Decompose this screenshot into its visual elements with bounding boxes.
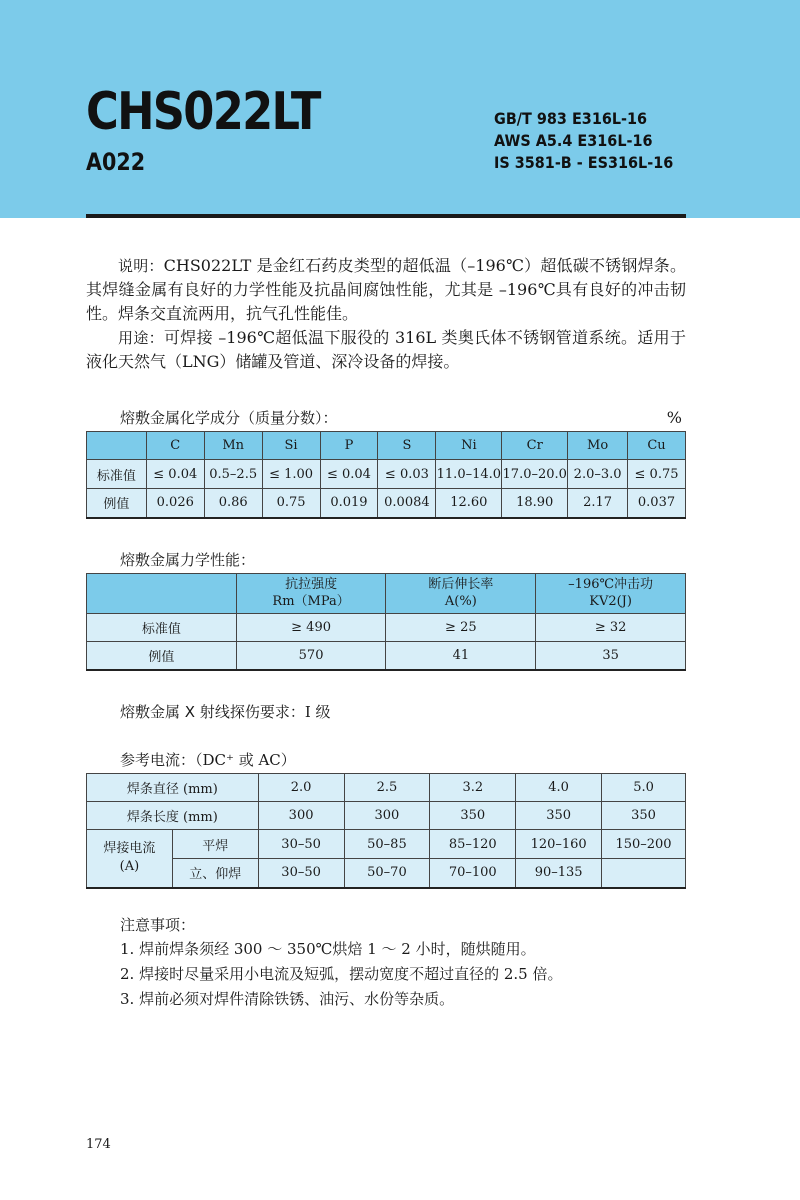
mechanical-header-corner <box>87 573 237 613</box>
chemical-unit: % <box>666 408 682 427</box>
header-line: 抗拉强度 <box>285 577 338 592</box>
chemical-cell: ≤ 0.75 <box>628 460 686 489</box>
chemical-cell: 18.90 <box>502 489 568 518</box>
current-cell: 85–120 <box>430 830 516 859</box>
standard-gb: GB/T 983 E316L-16 <box>494 109 648 128</box>
current-cell: 5.0 <box>602 774 686 802</box>
chemical-header-cell: S <box>378 432 436 460</box>
current-cell: 50–70 <box>344 859 430 888</box>
current-cell: 350 <box>602 802 686 830</box>
mechanical-row-example <box>87 641 686 670</box>
mechanical-cell: 570 <box>236 641 386 670</box>
standard-is: IS 3581-B - ES316L-16 <box>494 153 674 172</box>
header-line: Rm（MPa） <box>272 594 350 609</box>
xray-title: 熔敷金属 X 射线探伤要求： <box>120 703 305 721</box>
chemical-cell: 例值 <box>87 489 147 518</box>
current-cell: 3.2 <box>430 774 516 802</box>
mechanical-cell: ≥ 32 <box>536 613 686 641</box>
current-label-line: 焊接电流 <box>103 841 156 857</box>
current-cell: 30–50 <box>258 830 344 859</box>
chemical-cell: 17.0–20.0 <box>502 460 568 489</box>
chemical-header-cell: Cu <box>628 432 686 460</box>
current-row-label: 焊条直径 (mm) <box>87 774 259 802</box>
chemical-header-cell: C <box>146 432 204 460</box>
chemical-cell: 0.037 <box>628 489 686 518</box>
mechanical-cell: ≥ 490 <box>236 613 386 641</box>
mechanical-header-cell <box>386 573 536 613</box>
description-label: 说明： <box>118 257 164 275</box>
usage-text: 可焊接 –196℃超低温下服役的 316L 类奥氏体不锈钢管道系统。适用于液化天然气（LNG）储罐及管道、深冷设备的焊接。 <box>86 328 686 371</box>
chemical-header-cell: Mo <box>568 432 628 460</box>
usage-label: 用途： <box>118 329 164 347</box>
note-item: 2. 焊接时尽量采用小电流及短弧，摆动宽度不超过直径的 2.5 倍。 <box>120 964 563 983</box>
chemical-header-cell: Ni <box>436 432 502 460</box>
current-cell: 120–160 <box>516 830 602 859</box>
current-group-label <box>87 830 173 888</box>
mechanical-cell: 标准值 <box>87 613 237 641</box>
current-label-unit: (A) <box>119 859 140 875</box>
product-subtitle: A022 <box>86 148 146 176</box>
chemical-row-example <box>87 489 686 518</box>
header-rule <box>86 214 686 218</box>
mechanical-cell: ≥ 25 <box>386 613 536 641</box>
chemical-row-standard <box>87 460 686 489</box>
mechanical-header-cell <box>236 573 386 613</box>
current-cell: 350 <box>516 802 602 830</box>
current-row-vertical <box>87 859 686 888</box>
chemical-header-cell: Si <box>262 432 320 460</box>
mechanical-header-cell <box>536 573 686 613</box>
current-cell: 150–200 <box>602 830 686 859</box>
current-cell: 30–50 <box>258 859 344 888</box>
chemical-cell: 2.17 <box>568 489 628 518</box>
mechanical-row-standard <box>87 613 686 641</box>
description-paragraph <box>86 254 686 326</box>
page-number: 174 <box>86 1137 111 1152</box>
current-cell: 50–85 <box>344 830 430 859</box>
chemical-header-cell: P <box>320 432 378 460</box>
current-cell: 90–135 <box>516 859 602 888</box>
header-line: 断后伸长率 <box>428 577 494 592</box>
content <box>86 254 686 1012</box>
note-item: 1. 焊前焊条须经 300 ～ 350℃烘焙 1 ～ 2 小时，随烘随用。 <box>120 939 536 958</box>
xray-requirement <box>86 699 686 725</box>
current-position-label: 平焊 <box>172 830 258 859</box>
current-cell <box>602 859 686 888</box>
current-cell: 350 <box>430 802 516 830</box>
mechanical-table <box>86 573 686 672</box>
current-cell: 2.5 <box>344 774 430 802</box>
current-cell: 4.0 <box>516 774 602 802</box>
current-title-text: 参考电流： <box>120 751 196 769</box>
usage-paragraph <box>86 326 686 374</box>
mechanical-cell: 35 <box>536 641 686 670</box>
chemical-cell: 标准值 <box>87 460 147 489</box>
current-cell: 300 <box>344 802 430 830</box>
header-line: KV2(J) <box>589 594 632 609</box>
chemical-title-text: 熔敷金属化学成分（质量分数）： <box>120 409 338 427</box>
chemical-table <box>86 431 686 519</box>
notes-title: 注意事项： <box>120 915 196 934</box>
chemical-header-cell: Mn <box>204 432 262 460</box>
current-note: （DC⁺ 或 AC） <box>195 751 296 769</box>
current-title <box>86 747 686 773</box>
current-row-length <box>87 802 686 830</box>
chemical-cell: ≤ 0.04 <box>146 460 204 489</box>
chemical-header-cell <box>87 432 147 460</box>
chemical-title <box>86 405 686 431</box>
description-text: CHS022LT 是金红石药皮类型的超低温（–196℃）超低碳不锈钢焊条。其焊缝金属有良好的力学性能及抗晶间腐蚀性能，尤其是 –196℃具有良好的冲击韧性。焊条交直流两用，抗气孔性能佳。 <box>86 256 686 323</box>
chemical-cell: 2.0–3.0 <box>568 460 628 489</box>
mechanical-cell: 例值 <box>87 641 237 670</box>
standards-list <box>494 108 673 174</box>
chemical-cell: 0.86 <box>204 489 262 518</box>
chemical-cell: ≤ 1.00 <box>262 460 320 489</box>
xray-value: I 级 <box>304 703 331 721</box>
product-title: CHS022LT <box>86 82 320 142</box>
note-item: 3. 焊前必须对焊件清除铁锈、油污、水份等杂质。 <box>120 989 455 1008</box>
current-cell: 70–100 <box>430 859 516 888</box>
current-position-label: 立、仰焊 <box>172 859 258 888</box>
header-banner <box>0 0 800 218</box>
mechanical-title: 熔敷金属力学性能： <box>120 550 256 569</box>
current-row-label: 焊条长度 (mm) <box>87 802 259 830</box>
current-cell: 2.0 <box>258 774 344 802</box>
chemical-cell: 0.5–2.5 <box>204 460 262 489</box>
chemical-cell: 12.60 <box>436 489 502 518</box>
chemical-header-row <box>87 432 686 460</box>
header-line: –196℃冲击功 <box>568 577 654 592</box>
chemical-cell: 0.019 <box>320 489 378 518</box>
standard-aws: AWS A5.4 E316L-16 <box>494 131 653 150</box>
chemical-cell: 0.75 <box>262 489 320 518</box>
mechanical-cell: 41 <box>386 641 536 670</box>
mechanical-header-row <box>87 573 686 613</box>
chemical-header-cell: Cr <box>502 432 568 460</box>
chemical-cell: 0.0084 <box>378 489 436 518</box>
header-line: A(%) <box>444 594 477 609</box>
chemical-cell: ≤ 0.04 <box>320 460 378 489</box>
current-row-flat <box>87 830 686 859</box>
chemical-cell: ≤ 0.03 <box>378 460 436 489</box>
current-row-diameter <box>87 774 686 802</box>
current-cell: 300 <box>258 802 344 830</box>
chemical-cell: 11.0–14.0 <box>436 460 502 489</box>
chemical-cell: 0.026 <box>146 489 204 518</box>
current-table <box>86 773 686 889</box>
